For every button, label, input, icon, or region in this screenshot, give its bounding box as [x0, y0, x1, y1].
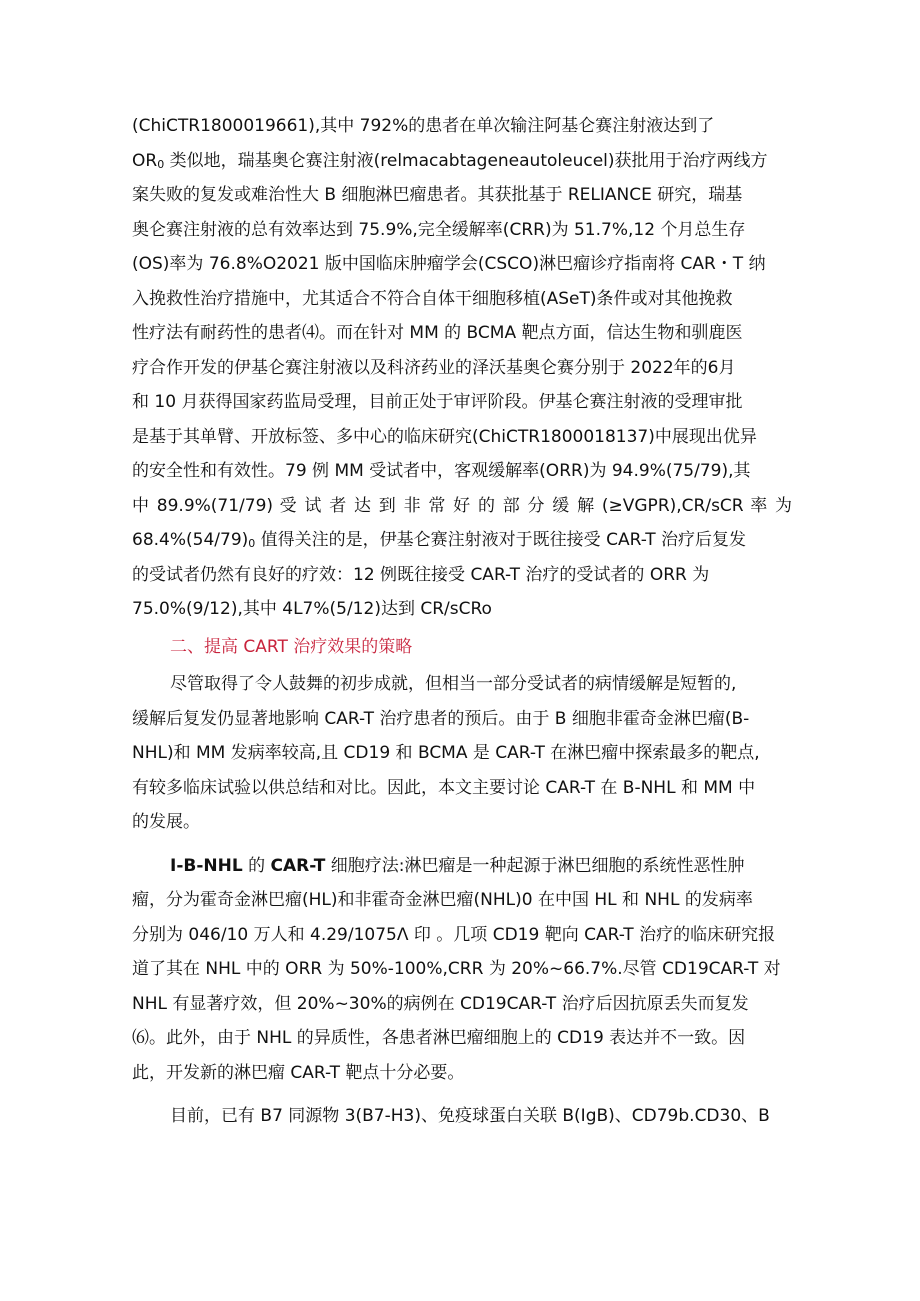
- text-line: 疗合作开发的伊基仑赛注射液以及科济药业的泽沃基奥仑赛分别于 2022年的6月: [132, 357, 736, 378]
- text-fragment: OR: [132, 150, 158, 171]
- text-fragment: 的: [242, 855, 271, 876]
- text-line: 的安全性和有效性。79 例 MM 受试者中，客观缓解率(ORR)为 94.9%(75/79),其: [132, 461, 751, 481]
- text-line: 缓解后复发仍显著地影响 CAR-T 治疗患者的预后。由于 B 细胞非霍奇金淋巴瘤(B-: [132, 708, 750, 729]
- text-line: 此，开发新的淋巴瘤 CAR-T 靶点十分必要。: [132, 1062, 465, 1083]
- text-line: 目前，已有 B7 同源物 3(B7-H3)、免疫球蛋白关联 B(IgB)、CD79b.CD30、B: [170, 1106, 770, 1126]
- text-fragment: 细胞疗法:淋巴瘤是一种起源于淋巴细胞的系统性恶性肿: [325, 855, 745, 876]
- text-line: 性疗法有耐药性的患者⑷。而在针对 MM 的 BCMA 靶点方面，信达生物和驯鹿医: [132, 323, 743, 343]
- text-line: 的发展。: [132, 812, 200, 832]
- text-fragment: 类似地，瑞基奥仑赛注射液(relmacabtageneautoleucel)获批用于治疗两线方: [169, 150, 768, 171]
- text-fragment: 值得关注的是，伊基仑赛注射液对于既往接受 CAR-T 治疗后复发: [260, 530, 747, 550]
- text-line: 中 89.9%(71/79) 受 试 者 达 到 非 常 好 的 部 分 缓 解 (≥VGPR),CR/sCR 率 为: [132, 495, 792, 516]
- text-line: 和 10 月获得国家药监局受理，目前正处于审评阶段。伊基仑赛注射液的受理审批: [132, 392, 743, 412]
- document-body: [132, 109, 792, 1134]
- text-line: ⑹。此外，由于 NHL 的异质性，各患者淋巴瘤细胞上的 CD19 表达并不一致。因: [132, 1028, 746, 1048]
- text-line: NHL 有显著疗效，但 20%~30%的病例在 CD19CAR-T 治疗后因抗原丢失而复发: [132, 993, 749, 1014]
- text-line: 的受试者仍然有良好的疗效：12 例既往接受 CAR-T 治疗的受试者的 ORR 为: [132, 564, 710, 585]
- paragraph-2: [132, 667, 792, 840]
- text-line: 75.0%(9/12),其中 4L7%(5/12)达到 CR/sCRo: [132, 599, 492, 619]
- paragraph-1: [132, 109, 792, 627]
- text-line: 有较多临床试验以供总结和对比。因此，本文主要讨论 CAR-T 在 B-NHL 和 MM 中: [132, 777, 756, 798]
- text-line: 道了其在 NHL 中的 ORR 为 50%-100%,CRR 为 20%~66.7%.尽管 CD19CAR-T 对: [132, 959, 781, 979]
- text-line: [132, 144, 792, 179]
- text-line: [132, 523, 792, 558]
- text-line: 入挽救性治疗措施中，尤其适合不符合自体干细胞移植(ASeT)条件或对其他挽救: [132, 288, 733, 309]
- bold-term: CAR-T: [270, 855, 326, 876]
- text-line: 奥仑赛注射液的总有效率达到 75.9%,完全缓解率(CRR)为 51.7%,12 个月总生存: [132, 219, 746, 240]
- text-line: 尽管取得了令人鼓舞的初步成就，但相当一部分受试者的病情缓解是短暂的,: [170, 674, 737, 694]
- subscript: 0: [248, 537, 256, 550]
- text-line: 瘤，分为霍奇金淋巴瘤(HL)和非霍奇金淋巴瘤(NHL)0 在中国 HL 和 NHL 的发病率: [132, 890, 753, 910]
- subscript: 0: [157, 157, 165, 171]
- section-heading: 二、提高 CART 治疗效果的策略: [170, 636, 413, 657]
- text-line: NHL)和 MM 发病率较高,且 CD19 和 BCMA 是 CAR-T 在淋巴瘤中探索最多的靶点,: [132, 743, 760, 763]
- text-line: 分别为 046/10 万人和 4.29/1075Λ 印 。几项 CD19 靶向 CAR-T 治疗的临床研究报: [132, 924, 776, 945]
- text-fragment: 68.4%(54/79): [132, 530, 249, 550]
- text-line: 是基于其单臂、开放标签、多中心的临床研究(ChiCTR1800018137)中展现出优异: [132, 426, 757, 447]
- text-line: 案失败的复发或难治性大 B 细胞淋巴瘤患者。其获批基于 RELIANCE 研究，瑞基: [132, 185, 743, 205]
- paragraph-3: [132, 849, 792, 1091]
- text-line: (OS)率为 76.8%O2021 版中国临床肿瘤学会(CSCO)淋巴瘤诊疗指南将 CAR・T 纳: [132, 254, 766, 274]
- paragraph-4: [132, 1099, 792, 1134]
- text-line: [132, 849, 792, 884]
- bold-term: I-B-NHL: [170, 855, 243, 876]
- text-line: (ChiCTR1800019661),其中 792%的患者在单次输注阿基仑赛注射液达到了: [132, 116, 715, 136]
